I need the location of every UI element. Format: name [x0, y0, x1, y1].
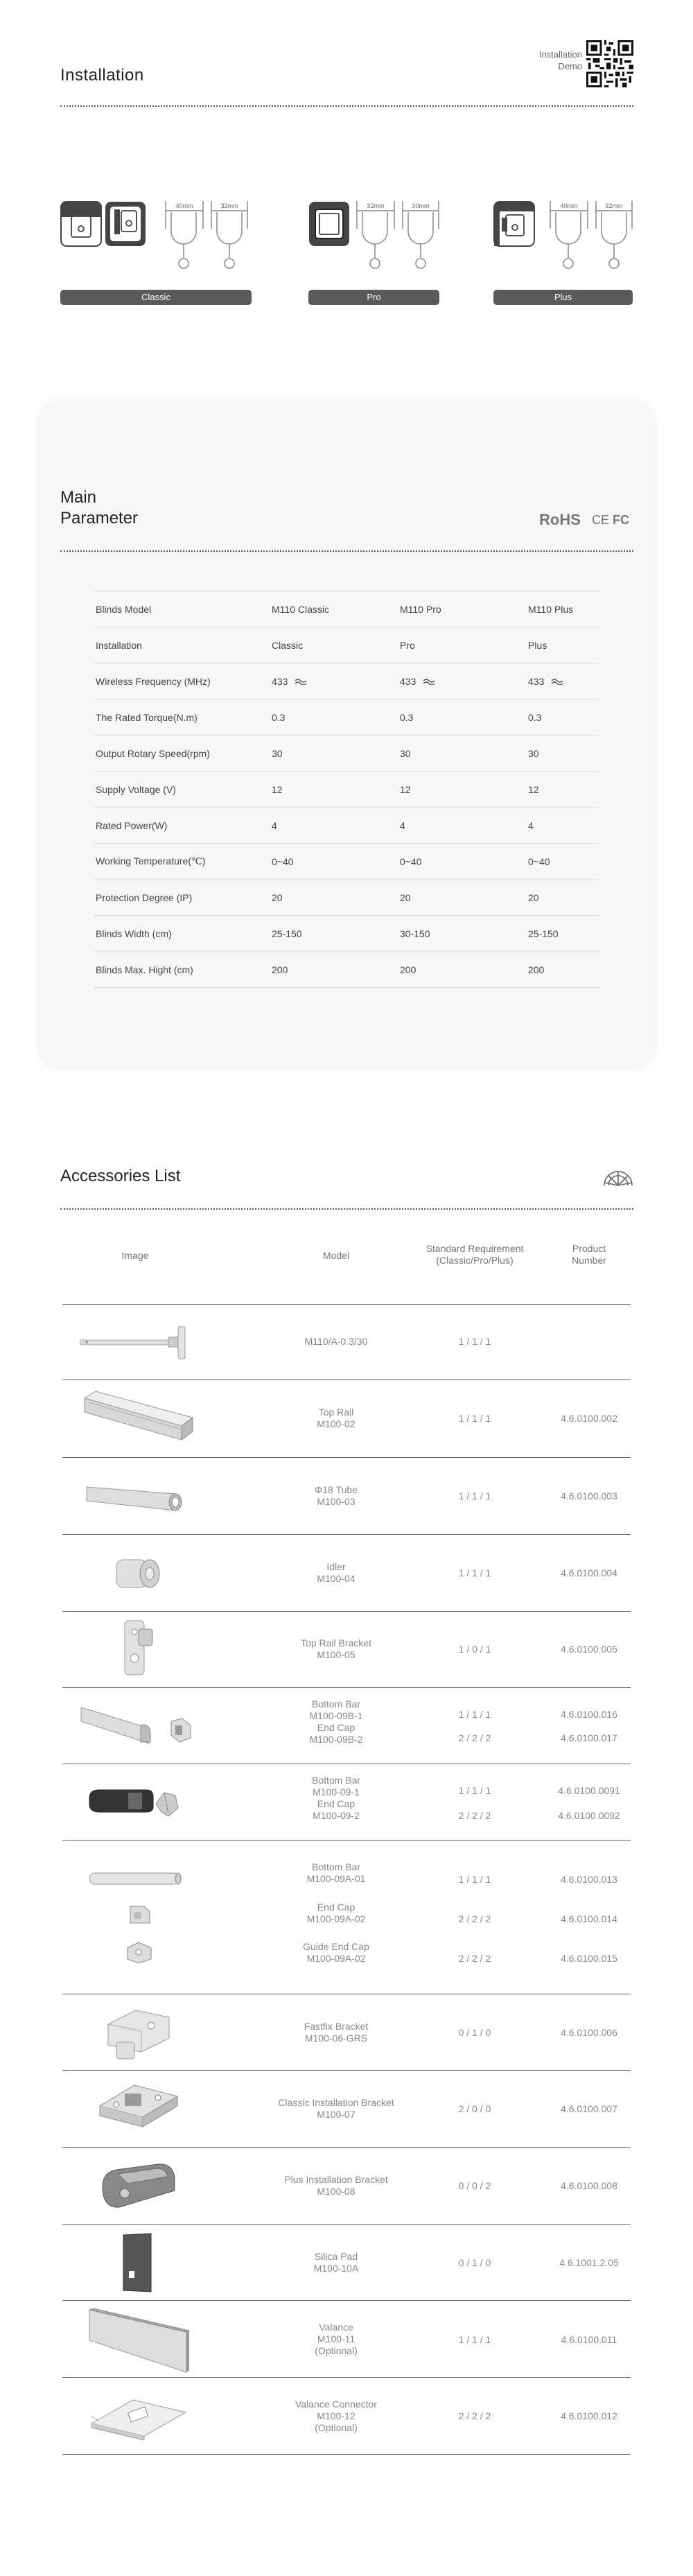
variant-classic	[60, 201, 252, 305]
req-valance-connector: 2 / 2 / 2	[458, 2410, 491, 2421]
num-end-cap-09a: 4.6.0100.014	[561, 1913, 617, 1924]
parameter-row	[94, 627, 599, 663]
num-top-rail: 4.6.0100.002	[561, 1413, 617, 1424]
parameter-value: M110 Pro	[400, 591, 528, 627]
model-bottom-bar-09: Bottom Bar M100-09-1 End Cap M100-09-2	[311, 1775, 361, 1821]
divider	[60, 1208, 633, 1210]
classic-dim1: 40mm	[175, 202, 193, 209]
parameter-value: 0.3	[400, 699, 528, 736]
guide-end-cap-09a-image	[123, 1938, 157, 1966]
parameter-value: 30	[528, 736, 599, 772]
parameter-row	[94, 808, 599, 844]
row-divider	[62, 2454, 631, 2455]
wireless-wave-icon	[551, 678, 563, 685]
variant-classic-label: Classic	[60, 290, 252, 305]
parameter-label: Blinds Model	[94, 591, 272, 627]
req-idler: 1 / 1 / 1	[458, 1567, 491, 1578]
model-guide-end-cap-09a: Guide End Cap M100-09A-02	[303, 1941, 369, 1964]
req-silica-pad: 0 / 1 / 0	[458, 2257, 491, 2268]
row-divider	[62, 1534, 631, 1535]
silica-pad-image	[119, 2231, 158, 2293]
model-top-rail-bracket: Top Rail Bracket M100-05	[301, 1637, 371, 1660]
num-top-rail-bracket: 4.6.0100.005	[561, 1644, 617, 1655]
req-end-cap-09a: 2 / 2 / 2	[458, 1913, 491, 1924]
num-bottom-bar-09: 4.6.0100.0091	[558, 1785, 620, 1796]
num-valance: 4.6.0100.011	[561, 2334, 617, 2345]
parameter-value: 433	[400, 663, 528, 699]
req-bottom-bar-09: 1 / 1 / 1	[458, 1785, 491, 1796]
parameter-value: 200	[272, 952, 400, 988]
classic-dimension-drawing	[164, 201, 249, 274]
model-silica-pad: Silica Pad M100-10A	[313, 2251, 359, 2274]
model-motor: M110/A-0.3/30	[304, 1336, 368, 1347]
parameter-value: M110 Plus	[528, 591, 599, 627]
model-valance: Valance M100-11 (Optional)	[315, 2322, 358, 2356]
classic-side-mount-icon	[105, 201, 146, 247]
fastfix-bracket-image	[103, 2003, 175, 2062]
divider	[60, 550, 633, 552]
parameter-value: 4	[528, 808, 599, 844]
parameter-value: 12	[272, 772, 400, 808]
bottom-bar-09-image	[87, 1783, 191, 1822]
req-valance: 1 / 1 / 1	[458, 2334, 491, 2345]
end-cap-09a-image	[125, 1901, 155, 1929]
rohs-logo: RoHS	[539, 511, 581, 528]
parameter-value: 433	[528, 663, 599, 699]
parameter-value: 20	[400, 880, 528, 916]
req-end-cap-09b: 2 / 2 / 2	[458, 1732, 491, 1743]
parameter-label: Installation	[94, 627, 272, 663]
num-idler: 4.6.0100.004	[561, 1567, 617, 1578]
plus-dimension-drawing	[549, 201, 633, 274]
parameter-row	[94, 663, 599, 699]
motor-image	[80, 1325, 198, 1360]
header-standard-requirement: Standard Requirement (Classic/Pro/Plus)	[426, 1243, 524, 1266]
num-classic-installation-bracket: 4.6.0100.007	[561, 2103, 617, 2114]
num-valance-connector: 4.6.0100.012	[561, 2410, 617, 2421]
num-bottom-bar-09a: 4.6.0100.013	[561, 1874, 617, 1885]
num-fastfix-bracket: 4.6.0100.006	[561, 2027, 617, 2038]
divider	[60, 105, 633, 107]
req-fastfix-bracket: 0 / 1 / 0	[458, 2027, 491, 2038]
parameter-label: Output Rotary Speed(rpm)	[94, 736, 272, 772]
wireless-wave-icon	[423, 678, 435, 685]
num-silica-pad: 4.6.1001.2.05	[559, 2257, 619, 2268]
parameter-value: Classic	[272, 627, 400, 663]
header-image: Image	[121, 1250, 149, 1261]
top-rail-bracket-image	[118, 1618, 159, 1678]
idler-image	[111, 1553, 166, 1594]
parameter-value: 25-150	[272, 916, 400, 952]
pro-dimension-drawing	[356, 201, 440, 274]
parameter-row	[94, 952, 599, 988]
parameter-label: The Rated Torque(N.m)	[94, 699, 272, 736]
parameter-row	[94, 844, 599, 880]
parameter-label: Blinds Max. Hight (cm)	[94, 952, 272, 988]
parameter-value: 0~40	[272, 844, 400, 880]
row-divider	[62, 2147, 631, 2148]
bottom-bar-09a-image	[87, 1866, 191, 1891]
row-divider	[62, 2377, 631, 2378]
installation-title: Installation	[60, 66, 144, 85]
variant-pro-label: Pro	[308, 290, 439, 305]
req-top-rail: 1 / 1 / 1	[458, 1413, 491, 1424]
parameter-label: Blinds Width (cm)	[94, 916, 272, 952]
model-end-cap-09a: End Cap M100-09A-02	[306, 1901, 366, 1924]
classic-dim2: 32mm	[220, 202, 238, 209]
header-model: Model	[322, 1250, 350, 1261]
parameter-value: 20	[272, 880, 400, 916]
parameter-value: 200	[528, 952, 599, 988]
num-bottom-bar-09b: 4.6.0100.016	[561, 1709, 617, 1720]
parameter-value: 4	[272, 808, 400, 844]
accessories-title: Accessories List	[60, 1167, 181, 1185]
row-divider	[62, 1840, 631, 1841]
parameter-value: 433	[272, 663, 400, 699]
certification-logos	[539, 511, 636, 529]
parameter-value: 0~40	[528, 844, 599, 880]
parameter-value: 0.3	[528, 699, 599, 736]
plus-installation-bracket-image	[97, 2159, 180, 2211]
header-product-number: Product Number	[572, 1243, 606, 1266]
parameter-row	[94, 591, 599, 627]
blinds-fan-icon	[602, 1169, 635, 1188]
ce-logo: CE	[592, 513, 610, 527]
classic-installation-bracket-image	[96, 2078, 182, 2134]
parameter-value: 0.3	[272, 699, 400, 736]
parameter-label: Protection Degree (IP)	[94, 880, 272, 916]
parameter-value: 20	[528, 880, 599, 916]
parameter-label: Supply Voltage (V)	[94, 772, 272, 808]
pro-dim1: 32mm	[367, 202, 385, 209]
bottom-bar-09b-image	[80, 1702, 198, 1750]
parameter-value: 0~40	[400, 844, 528, 880]
parameter-value: 30	[400, 736, 528, 772]
valance-image	[87, 2308, 191, 2374]
model-top-rail: Top Rail M100-02	[317, 1407, 356, 1429]
top-rail-image	[83, 1390, 194, 1445]
plus-dim1: 40mm	[560, 202, 578, 209]
num-end-cap-09: 4.6.0100.0092	[558, 1810, 620, 1821]
variant-pro	[308, 201, 439, 305]
fc-logo: FC	[613, 513, 629, 527]
num-plus-installation-bracket: 4.6.0100.008	[561, 2180, 617, 2191]
req-tube: 1 / 1 / 1	[458, 1490, 491, 1502]
row-divider	[62, 2300, 631, 2301]
variant-plus	[493, 201, 633, 305]
req-bottom-bar-09a: 1 / 1 / 1	[458, 1874, 491, 1885]
model-bottom-bar-09a: Bottom Bar M100-09A-01	[306, 1861, 366, 1884]
req-classic-installation-bracket: 2 / 0 / 0	[458, 2103, 491, 2114]
parameter-row	[94, 772, 599, 808]
parameter-label: Wireless Frequency (MHz)	[94, 663, 272, 699]
model-classic-installation-bracket: Classic Installation Bracket M100-07	[278, 2097, 394, 2120]
model-bottom-bar-09b: Bottom Bar M100-09B-1 End Cap M100-09B-2	[309, 1698, 363, 1745]
parameter-value: 30	[272, 736, 400, 772]
row-divider	[62, 2070, 631, 2071]
model-plus-installation-bracket: Plus Installation Bracket M100-08	[284, 2174, 388, 2197]
parameter-row	[94, 699, 599, 736]
row-divider	[62, 1304, 631, 1305]
variant-plus-label: Plus	[493, 290, 633, 305]
parameter-value: Pro	[400, 627, 528, 663]
parameter-value: 12	[400, 772, 528, 808]
num-tube: 4.6.0100.003	[561, 1490, 617, 1502]
tube-image	[85, 1481, 189, 1513]
pro-dim2: 30mm	[412, 202, 430, 209]
row-divider	[62, 2224, 631, 2225]
parameter-table	[94, 591, 599, 988]
plus-dim2: 32mm	[605, 202, 623, 209]
parameter-label: Rated Power(W)	[94, 808, 272, 844]
model-tube: Φ18 Tube M100-03	[314, 1484, 358, 1507]
parameter-value: 4	[400, 808, 528, 844]
req-motor: 1 / 1 / 1	[458, 1336, 491, 1347]
parameter-value: 30-150	[400, 916, 528, 952]
pro-mount-icon	[308, 201, 350, 247]
classic-mount-icon	[60, 201, 102, 247]
parameter-value: Plus	[528, 627, 599, 663]
num-guide-end-cap-09a: 4.6.0100.015	[561, 1953, 617, 1964]
parameter-value: 12	[528, 772, 599, 808]
row-divider	[62, 1687, 631, 1688]
plus-mount-icon	[493, 201, 535, 247]
parameter-row	[94, 880, 599, 916]
model-fastfix-bracket: Fastfix Bracket M100-06-GRS	[304, 2021, 369, 2044]
req-guide-end-cap-09a: 2 / 2 / 2	[458, 1953, 491, 1964]
row-divider	[62, 1611, 631, 1612]
valance-connector-image	[89, 2393, 188, 2442]
installation-demo-label: Installation Demo	[538, 49, 582, 71]
parameter-title: Main Parameter	[60, 488, 139, 528]
req-plus-installation-bracket: 0 / 0 / 2	[458, 2180, 491, 2191]
row-divider	[62, 1457, 631, 1458]
num-end-cap-09b: 4.6.0100.017	[561, 1732, 617, 1743]
req-top-rail-bracket: 1 / 0 / 1	[458, 1644, 491, 1655]
parameter-label: Working Temperature(℃)	[94, 844, 272, 880]
parameter-value: M110 Classic	[272, 591, 400, 627]
qr-code-icon[interactable]	[586, 40, 633, 87]
parameter-row	[94, 916, 599, 952]
req-bottom-bar-09b: 1 / 1 / 1	[458, 1709, 491, 1720]
parameter-row	[94, 736, 599, 772]
parameter-value: 25-150	[528, 916, 599, 952]
wireless-wave-icon	[295, 678, 307, 685]
req-end-cap-09: 2 / 2 / 2	[458, 1810, 491, 1821]
parameter-value: 200	[400, 952, 528, 988]
model-idler: Idler M100-04	[317, 1561, 356, 1584]
model-valance-connector: Valance Connector M100-12 (Optional)	[295, 2399, 378, 2433]
